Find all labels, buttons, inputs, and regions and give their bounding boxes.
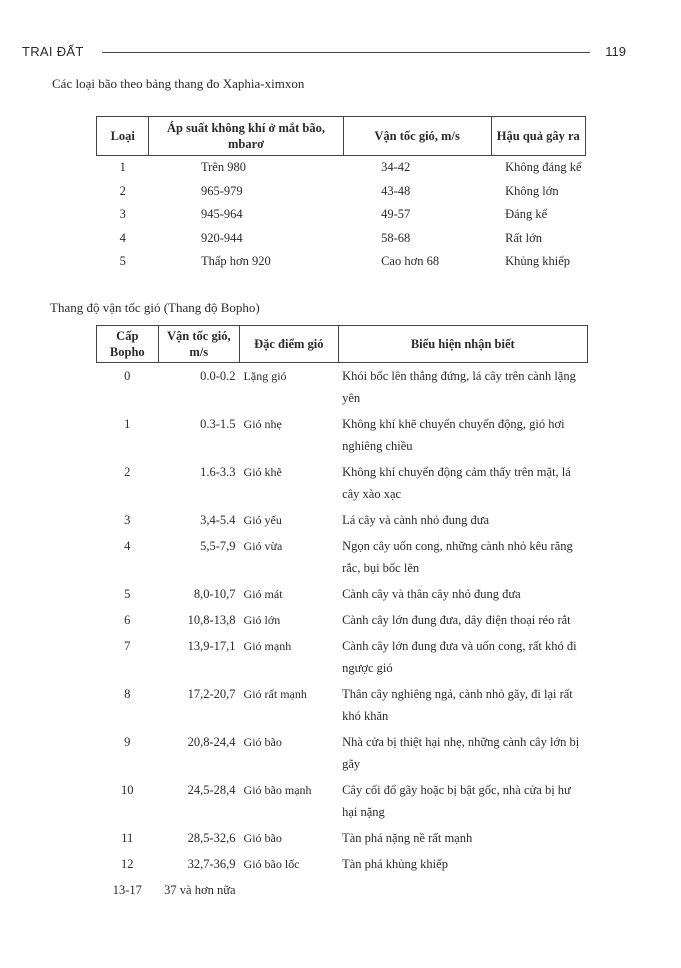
running-title: TRAI ĐẤT: [22, 44, 84, 59]
table-cell: Cành cây lớn đung đưa và uốn cong, rất khó đi ngược gió: [342, 639, 577, 675]
table-cell: Lặng gió: [243, 369, 287, 383]
table-cell: 6: [124, 613, 131, 627]
table-cell: 17,2-20,7: [187, 687, 236, 701]
table-cell: Cao hơn 68: [381, 254, 440, 268]
table-cell: Tàn phá khủng khiếp: [342, 857, 448, 871]
table-cell: 2: [119, 183, 126, 198]
table-cell: 1: [119, 160, 126, 174]
table-cell: 37 và hơn nữa: [164, 883, 236, 897]
table-cell: Cây cối đổ gãy hoặc bị bật gốc, nhà cửa bị hư hại nặng: [342, 783, 571, 819]
table-row: [97, 180, 586, 204]
saffir-simpson-table: [96, 116, 586, 274]
table-cell: Gió bão: [243, 831, 282, 845]
table-cell: 965-979: [200, 183, 243, 198]
table-cell: 945-964: [200, 207, 243, 221]
table-row: [97, 681, 588, 729]
table-cell: 3,4-5.4: [200, 513, 236, 527]
table-cell: 0.0-0.2: [200, 369, 236, 383]
table-cell: Gió mạnh: [243, 639, 292, 653]
table-cell: 49-57: [381, 207, 411, 221]
table-cell: Lá cây và cành nhỏ đung đưa: [342, 513, 490, 527]
beaufort-table: [96, 325, 588, 903]
table-cell: 3: [119, 207, 126, 221]
table-row: [97, 877, 588, 903]
table-cell: Tàn phá nặng nề rất mạnh: [342, 831, 473, 845]
table-cell: 13-17: [112, 883, 142, 897]
running-header: [22, 44, 626, 62]
table-cell: 2: [124, 465, 131, 479]
table-cell: Không lớn: [505, 183, 559, 198]
table-cell: Gió vừa: [243, 539, 283, 553]
table-row: [97, 227, 586, 251]
table-cell: Ngọn cây uốn cong, những cành nhỏ kêu răng rắc, bụi bốc lên: [342, 539, 573, 575]
table-cell: Gió khẽ: [243, 465, 282, 479]
table2-header-cell: Biểu hiện nhận biết: [338, 326, 587, 363]
table-cell: 4: [119, 230, 126, 245]
table-cell: 10,8-13,8: [187, 613, 236, 627]
table1-header-row: [97, 117, 586, 156]
table-cell: Gió bão lốc: [243, 857, 300, 871]
table-cell: 12: [121, 857, 134, 871]
table-cell: 0.3-1.5: [200, 417, 236, 431]
table-row: [97, 507, 588, 533]
table-row: [97, 633, 588, 681]
table-cell: Đáng kể: [505, 207, 548, 221]
table-row: [97, 825, 588, 851]
table-cell: Gió bão: [243, 735, 282, 749]
table-cell: 43-48: [381, 183, 411, 198]
table-cell: Không khí chuyển động cảm thấy trên mặt, lá cây xào xạc: [342, 465, 571, 501]
table1-header-cell: Vận tốc gió, m/s: [343, 117, 491, 156]
table-cell: Trên 980: [200, 160, 246, 174]
table-cell: 5: [124, 587, 131, 601]
table-cell: 920-944: [200, 230, 243, 245]
table-cell: Gió bão mạnh: [243, 783, 312, 797]
table-row: [97, 250, 586, 274]
table-row: [97, 533, 588, 581]
header-rule: [102, 52, 590, 53]
table-cell: 1.6-3.3: [200, 465, 236, 479]
table2-caption: Thang độ vận tốc gió (Thang độ Bopho): [50, 300, 260, 315]
table-cell: Cành cây và thân cây nhỏ đung đưa: [342, 587, 521, 601]
table2-header-cell: Vận tốc gió, m/s: [158, 326, 239, 363]
table-cell: 24,5-28,4: [187, 783, 236, 797]
table-cell: Rất lớn: [505, 230, 542, 245]
table-cell: Gió lớn: [243, 613, 281, 627]
table-cell: 32,7-36,9: [187, 857, 236, 871]
table2-header-cell: Cấp Bopho: [97, 326, 159, 363]
table-cell: 7: [124, 639, 131, 653]
table2-header-cell: Đặc điểm gió: [240, 326, 339, 363]
table-cell: Gió nhẹ: [243, 417, 282, 431]
table-cell: [240, 877, 339, 903]
table-row: [97, 607, 588, 633]
table-cell: 4: [124, 539, 131, 553]
table-cell: Gió rất mạnh: [243, 687, 307, 701]
table-cell: 0: [124, 369, 131, 383]
table-cell: 9: [124, 735, 131, 749]
table-cell: Cành cây lớn đung đưa, dây điện thoại réo rắt: [342, 613, 571, 627]
table1-caption: Các loại bão theo bảng thang đo Xaphia-ximxon: [52, 76, 305, 91]
table-row: [97, 777, 588, 825]
table-cell: Không đáng kể: [505, 160, 582, 174]
table-cell: Gió yếu: [243, 513, 282, 527]
table-cell: 10: [121, 783, 134, 797]
table-cell: [338, 877, 587, 903]
table-cell: Khủng khiếp: [505, 254, 571, 268]
table-cell: Thấp hơn 920: [200, 254, 271, 268]
table-cell: 58-68: [381, 230, 411, 245]
table1-header-cell: Áp suất không khí ở mắt bão, mbarơ: [149, 117, 343, 156]
table2-body: [97, 363, 588, 904]
table-row: [97, 459, 588, 507]
table2-header-row: [97, 326, 588, 363]
table-cell: Nhà cửa bị thiệt hại nhẹ, những cành cây lớn bị gãy: [342, 735, 580, 771]
table-cell: 8: [124, 687, 131, 701]
table-row: [97, 729, 588, 777]
table-row: [97, 581, 588, 607]
table-cell: Khói bốc lên thẳng đứng, lá cây trên cành lặng yên: [342, 369, 576, 405]
table-row: [97, 203, 586, 227]
table-row: [97, 411, 588, 459]
table-cell: Thân cây nghiêng ngả, cành nhỏ gãy, đi lại rất khó khăn: [342, 687, 573, 723]
table1-body: [97, 156, 586, 274]
table1-header-cell: Loại: [97, 117, 149, 156]
page-number: 119: [605, 44, 626, 59]
table-cell: 1: [124, 417, 131, 431]
table-row: [97, 851, 588, 877]
table-cell: Không khí khẽ chuyển chuyển động, gió hơi nghiêng chiều: [342, 417, 565, 453]
table-row: [97, 363, 588, 412]
table-row: [97, 156, 586, 180]
table-cell: 34-42: [381, 160, 411, 174]
table-cell: 5,5-7,9: [200, 539, 236, 553]
table-cell: 8,0-10,7: [193, 587, 236, 601]
table-cell: 13,9-17,1: [187, 639, 236, 653]
table-cell: 20,8-24,4: [187, 735, 236, 749]
table1-header-cell: Hậu quả gây ra: [491, 117, 585, 156]
table-cell: Gió mát: [243, 587, 283, 601]
table-cell: 11: [121, 831, 134, 845]
table-cell: 5: [119, 254, 126, 268]
table-cell: 28,5-32,6: [187, 831, 236, 845]
table-cell: 3: [124, 513, 131, 527]
